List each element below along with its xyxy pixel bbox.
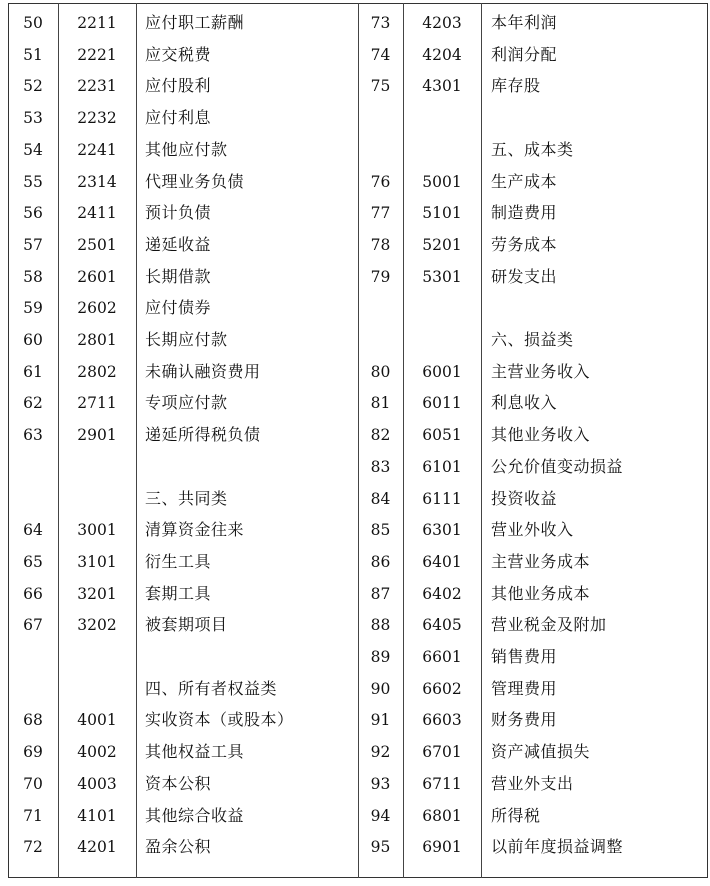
sequence-number: 78 [370,235,391,254]
account-name: 五、成本类 [491,139,574,159]
sequence-number: 94 [370,806,391,825]
account-code: 6101 [422,457,462,476]
account-code: 2411 [77,204,117,223]
account-name: 本年利润 [491,13,558,32]
account-code: 6603 [422,711,462,730]
account-name: 递延所得税负债 [145,425,261,445]
sequence-number: 50 [23,14,43,32]
sequence-number: 51 [23,45,43,64]
account-name: 盈余公积 [145,837,212,857]
account-name: 应付职工薪酬 [145,13,245,32]
sequence-number: 56 [23,204,43,223]
account-code: 5001 [422,172,462,191]
account-code: 6401 [422,552,462,571]
account-code: 4002 [77,743,117,762]
sequence-number: 52 [23,77,43,96]
account-name: 公允价值变动损益 [491,456,624,476]
sequence-number: 91 [370,711,391,730]
account-code: 4001 [77,711,117,730]
sequence-number: 68 [23,711,43,730]
account-code: 2231 [77,77,117,96]
column-divider [481,3,482,878]
sequence-number: 69 [23,743,43,762]
account-code: 5201 [422,235,462,254]
account-code [403,135,481,165]
account-code: 4204 [422,45,462,64]
account-name: 代理业务负债 [145,171,245,191]
account-name: 其他综合收益 [145,805,245,825]
sequence-number: 76 [370,172,391,191]
account-name: 三、共同类 [145,488,228,508]
sequence-number: 53 [23,109,43,128]
sequence-number: 70 [23,774,43,793]
account-name: 被套期项目 [145,615,228,635]
column-divider [136,3,137,878]
sequence-number [8,452,58,482]
account-name: 劳务成本 [491,234,558,254]
account-code: 6051 [422,426,462,445]
account-code: 2211 [77,14,117,32]
account-code: 2802 [77,362,117,381]
sequence-number: 84 [370,489,391,508]
account-code: 4101 [77,806,117,825]
account-code [58,452,136,482]
account-name: 主营业务成本 [491,551,591,571]
account-code: 5101 [422,204,462,223]
sequence-number [8,642,58,672]
account-code: 2602 [77,299,117,318]
account-code: 6402 [422,584,462,603]
account-name: 其他业务成本 [491,583,591,603]
account-name: 利润分配 [491,44,558,64]
sequence-number: 83 [370,457,391,476]
sequence-number: 88 [370,616,391,635]
sequence-number: 60 [23,331,43,349]
sequence-number [358,293,403,323]
account-name [145,642,358,672]
account-code: 6001 [422,362,462,381]
account-code: 6801 [422,806,462,825]
account-name: 资本公积 [145,773,212,793]
sequence-number: 90 [370,679,391,698]
account-code: 2241 [77,140,117,159]
sequence-number: 79 [370,267,391,286]
sequence-number: 58 [23,267,43,286]
sequence-number: 72 [23,838,43,857]
account-name: 营业税金及附加 [491,615,607,635]
account-code: 4203 [422,14,462,32]
sequence-number: 93 [370,774,391,793]
account-code: 6701 [422,743,462,762]
sequence-number: 66 [23,584,43,603]
account-name: 专项应付款 [145,393,228,413]
account-code: 6601 [422,648,462,666]
account-name: 应付债券 [145,298,212,318]
sequence-number: 59 [23,299,43,318]
account-code: 6301 [422,521,462,540]
account-name: 其他权益工具 [145,742,245,762]
sequence-number: 57 [23,235,43,254]
account-code [403,103,481,133]
sequence-number: 85 [370,521,391,540]
account-name [145,452,358,482]
sequence-number: 55 [23,172,43,191]
account-code: 3202 [77,616,117,635]
account-name: 管理费用 [491,678,558,698]
sequence-number: 74 [370,45,391,64]
account-code: 2901 [77,426,117,445]
account-code: 3201 [77,584,117,603]
sequence-number: 86 [370,552,391,571]
account-code: 6901 [422,838,462,857]
account-code: 3001 [77,521,117,540]
account-name: 其他应付款 [145,139,228,159]
account-name: 实收资本（或股本） [145,710,294,730]
sequence-number: 75 [370,77,391,96]
account-name: 清算资金往来 [145,520,245,540]
account-code: 4201 [77,838,117,857]
account-code: 3101 [77,552,117,571]
account-code: 6711 [422,774,462,793]
account-code: 2711 [77,394,117,413]
account-code [58,484,136,514]
sequence-number: 54 [23,140,43,159]
account-name: 以前年度损益调整 [491,837,624,857]
sequence-number: 71 [23,806,43,825]
account-name: 投资收益 [491,488,558,508]
account-name: 长期借款 [145,266,212,286]
account-name: 营业外收入 [491,520,574,540]
account-name: 资产减值损失 [491,742,591,762]
account-name: 研发支出 [491,266,558,286]
sequence-number: 95 [370,838,391,857]
sequence-number: 64 [23,521,43,540]
sequence-number: 61 [23,362,43,381]
account-name: 制造费用 [491,203,558,223]
sequence-number: 80 [370,362,391,381]
account-code: 4301 [422,77,462,96]
account-code: 6111 [422,489,462,508]
account-name [491,293,700,323]
account-code: 2501 [77,235,117,254]
sequence-number: 67 [23,616,43,635]
sequence-number [8,674,58,704]
account-code: 2801 [77,331,117,349]
account-code: 6405 [422,616,462,635]
sequence-number: 92 [370,743,391,762]
account-code: 2314 [77,172,117,191]
account-name: 库存股 [491,76,541,96]
account-name: 应付利息 [145,108,212,128]
account-name: 生产成本 [491,171,558,191]
account-name: 递延收益 [145,234,212,254]
account-name: 衍生工具 [145,551,212,571]
account-name: 六、损益类 [491,330,574,349]
account-code [58,674,136,704]
account-name: 财务费用 [491,710,558,730]
account-name: 长期应付款 [145,330,228,349]
sequence-number: 82 [370,426,391,445]
account-name: 主营业务收入 [491,361,591,381]
account-name: 应交税费 [145,44,212,64]
account-name: 应付股利 [145,76,212,96]
account-name: 所得税 [491,805,541,825]
account-name [491,103,700,133]
account-code: 6011 [422,394,462,413]
sequence-number: 89 [370,648,391,666]
account-code: 5301 [422,267,462,286]
sequence-number: 73 [370,14,391,32]
sequence-number: 63 [23,426,43,445]
sequence-number: 77 [370,204,391,223]
sequence-number: 62 [23,394,43,413]
account-code: 4003 [77,774,117,793]
account-code: 2232 [77,109,117,128]
account-name: 未确认融资费用 [145,361,261,381]
account-name: 利息收入 [491,393,558,413]
sequence-number [8,484,58,514]
sequence-number: 87 [370,584,391,603]
account-name: 营业外支出 [491,773,574,793]
sequence-number [358,103,403,133]
account-name: 四、所有者权益类 [145,678,278,698]
account-code: 6602 [422,679,462,698]
sequence-number [358,325,403,355]
account-name: 套期工具 [145,583,212,603]
sequence-number: 81 [370,394,391,413]
account-code: 2221 [77,45,117,64]
account-code [403,325,481,355]
account-code: 2601 [77,267,117,286]
account-code [403,293,481,323]
account-code [58,642,136,672]
sequence-number: 65 [23,552,43,571]
account-name: 销售费用 [491,647,558,666]
sequence-number [358,135,403,165]
account-name: 预计负债 [145,203,212,223]
account-name: 其他业务收入 [491,425,591,445]
